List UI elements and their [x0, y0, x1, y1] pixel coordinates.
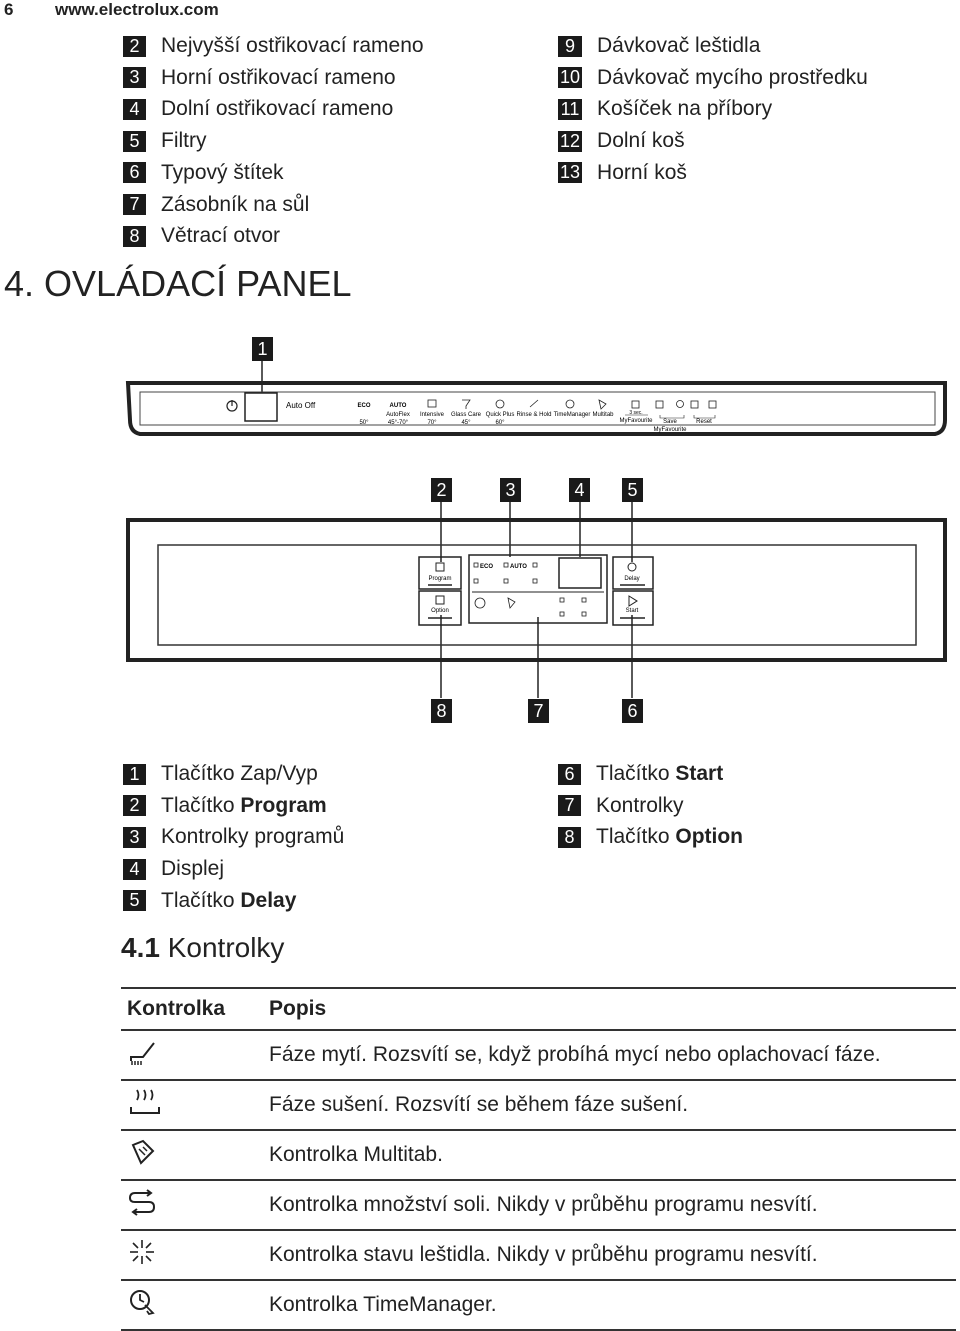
multitab-small-icon: [599, 400, 606, 409]
item-label: Kontrolky programů: [161, 825, 345, 849]
item-number: 3: [123, 67, 146, 88]
item-number: 5: [123, 890, 146, 911]
callout-3: 3: [500, 478, 521, 502]
svg-text:Program: Program: [428, 576, 452, 582]
svg-text:70°: 70°: [427, 420, 437, 426]
table-row: [121, 1180, 956, 1230]
list-item: [558, 792, 684, 820]
multitab-icon: [121, 1130, 263, 1180]
svg-text:60°: 60°: [495, 420, 505, 426]
myfavourite-label-2: MyFavourite: [653, 427, 687, 433]
item-label: Tlačítko Option: [596, 825, 744, 849]
program-button[interactable]: [419, 557, 461, 589]
svg-text:50°: 50°: [359, 420, 369, 426]
indicator-table: [121, 987, 956, 1331]
item-label: Zásobník na sůl: [161, 192, 310, 216]
site-url: www.electrolux.com: [55, 0, 219, 19]
svg-text:AutoFlex: AutoFlex: [386, 412, 410, 418]
item-number: 13: [560, 162, 581, 183]
item-label: Dávkovač mycího prostředku: [597, 65, 868, 89]
svg-text:Start: Start: [625, 608, 639, 614]
row-description: Kontrolka Multitab.: [263, 1130, 956, 1180]
list-item: [123, 887, 296, 915]
item-number: 5: [123, 131, 146, 152]
svg-text:AUTO: AUTO: [510, 564, 527, 570]
item-number: 12: [560, 130, 581, 151]
item-number: 1: [123, 764, 146, 785]
prog-glass-care: Glass Care: [450, 412, 482, 418]
top-panel-outline: [128, 383, 945, 434]
subsection-title: 4.1 Kontrolky: [121, 932, 285, 963]
top-panel-inner: [140, 392, 935, 425]
callout-2: 2: [431, 478, 452, 502]
bottom-panel-inner: [158, 545, 916, 645]
item-number: 7: [123, 194, 146, 215]
quick-plus-icon: [496, 400, 504, 408]
callout-5: 5: [622, 478, 643, 502]
item-label: Tlačítko Zap/Vyp: [161, 762, 318, 785]
item-label: Tlačítko Start: [596, 762, 724, 785]
callout-1: 1: [252, 337, 273, 361]
item-label: Filtry: [161, 129, 207, 153]
timemanager-icon: [121, 1280, 263, 1330]
item-label: Kontrolky: [596, 793, 684, 817]
salt-icon: [121, 1180, 263, 1230]
svg-text:3 sec.: 3 sec.: [629, 410, 643, 416]
row-description: Fáze sušení. Rozsvítí se během fáze sušení.: [263, 1080, 956, 1130]
page-number: 6: [4, 0, 14, 19]
wash-phase-icon: [121, 1030, 263, 1080]
col-header-indicator: Kontrolka: [121, 988, 263, 1030]
bottom-panel-outline: [128, 520, 945, 660]
item-label: Dávkovač leštidla: [597, 34, 761, 57]
table-row: [121, 1130, 956, 1180]
list-item: [123, 760, 318, 788]
save-label: Save: [663, 419, 677, 425]
list-item: [123, 855, 224, 883]
rinse-aid-icon: [121, 1230, 263, 1280]
item-label: Typový štítek: [161, 160, 284, 184]
svg-text:45°-70°: 45°-70°: [387, 420, 409, 426]
glass-icon: [462, 400, 470, 409]
svg-text:ECO: ECO: [480, 564, 494, 570]
list-item: [123, 792, 327, 820]
myfavourite-label: MyFavourite: [619, 418, 653, 424]
table-row: [121, 1280, 956, 1330]
delay-button[interactable]: [613, 557, 653, 589]
item-number: 6: [123, 162, 146, 183]
auto-off-label: Auto Off: [286, 401, 316, 410]
prog-multitab: Multitab: [592, 412, 614, 418]
table-row: [121, 1080, 956, 1130]
item-label: Větrací otvor: [161, 224, 281, 248]
row-description: Fáze mytí. Rozsvítí se, když probíhá mycí nebo oplachovací fáze.: [263, 1030, 956, 1080]
table-row: [121, 1030, 956, 1080]
list-item: [558, 760, 723, 788]
item-number: 8: [558, 827, 581, 848]
item-label: Horní koš: [597, 160, 687, 184]
item-number: 4: [123, 859, 146, 880]
item-number: 9: [558, 36, 582, 57]
intensive-icon: [428, 400, 436, 407]
drying-phase-icon: [121, 1080, 263, 1130]
item-label: Košíček na příbory: [597, 97, 773, 121]
list-item: [558, 823, 743, 851]
prog-auto: AUTO: [389, 403, 407, 409]
callout-8: 8: [431, 699, 452, 723]
item-label: Horní ostřikovací rameno: [161, 65, 396, 89]
svg-text:Delay: Delay: [624, 576, 640, 582]
svg-text:Option: Option: [431, 608, 449, 614]
list-item: [123, 823, 344, 851]
row-description: Kontrolka TimeManager.: [263, 1280, 956, 1330]
svg-text:45°: 45°: [461, 420, 471, 426]
item-label: Tlačítko Program: [161, 793, 327, 817]
callout-7: 7: [528, 699, 549, 723]
item-number: 10: [560, 67, 581, 88]
item-number: 8: [123, 226, 146, 247]
row-description: Kontrolka množství soli. Nikdy v průběhu programu nesvítí.: [263, 1180, 956, 1230]
display: [559, 558, 601, 588]
item-number: 2: [123, 795, 146, 816]
reset-label: Reset: [696, 419, 712, 425]
prog-eco: ECO: [357, 403, 371, 409]
row-description: Kontrolka stavu leštidla. Nikdy v průběhu programu nesvítí.: [263, 1230, 956, 1280]
prog-quick-plus: Quick Plus: [485, 412, 515, 418]
item-number: 2: [123, 36, 146, 57]
item-number: 11: [558, 99, 582, 120]
callout-4: 4: [569, 478, 590, 502]
item-label: Tlačítko Delay: [161, 888, 297, 912]
power-button[interactable]: [245, 393, 277, 421]
item-number: 7: [558, 795, 581, 816]
callout-6: 6: [622, 699, 643, 723]
item-label: Dolní koš: [597, 129, 685, 153]
item-number: 4: [123, 99, 146, 120]
table-row: [121, 1230, 956, 1280]
col-header-description: Popis: [263, 988, 956, 1030]
item-number: 3: [123, 827, 146, 848]
prog-rinse-hold: Rinse & Hold: [516, 412, 552, 418]
item-label: Dolní ostřikovací rameno: [161, 97, 394, 121]
rinse-icon: [530, 400, 538, 407]
section-title: 4. OVLÁDACÍ PANEL: [4, 263, 352, 304]
item-label: Nejvyšší ostřikovací rameno: [161, 34, 424, 57]
timemanager-small-icon: [566, 400, 574, 408]
prog-timemanager: TimeManager: [553, 412, 591, 418]
item-number: 6: [558, 764, 581, 785]
prog-intensive: Intensive: [419, 412, 445, 418]
item-label: Displej: [161, 857, 225, 881]
